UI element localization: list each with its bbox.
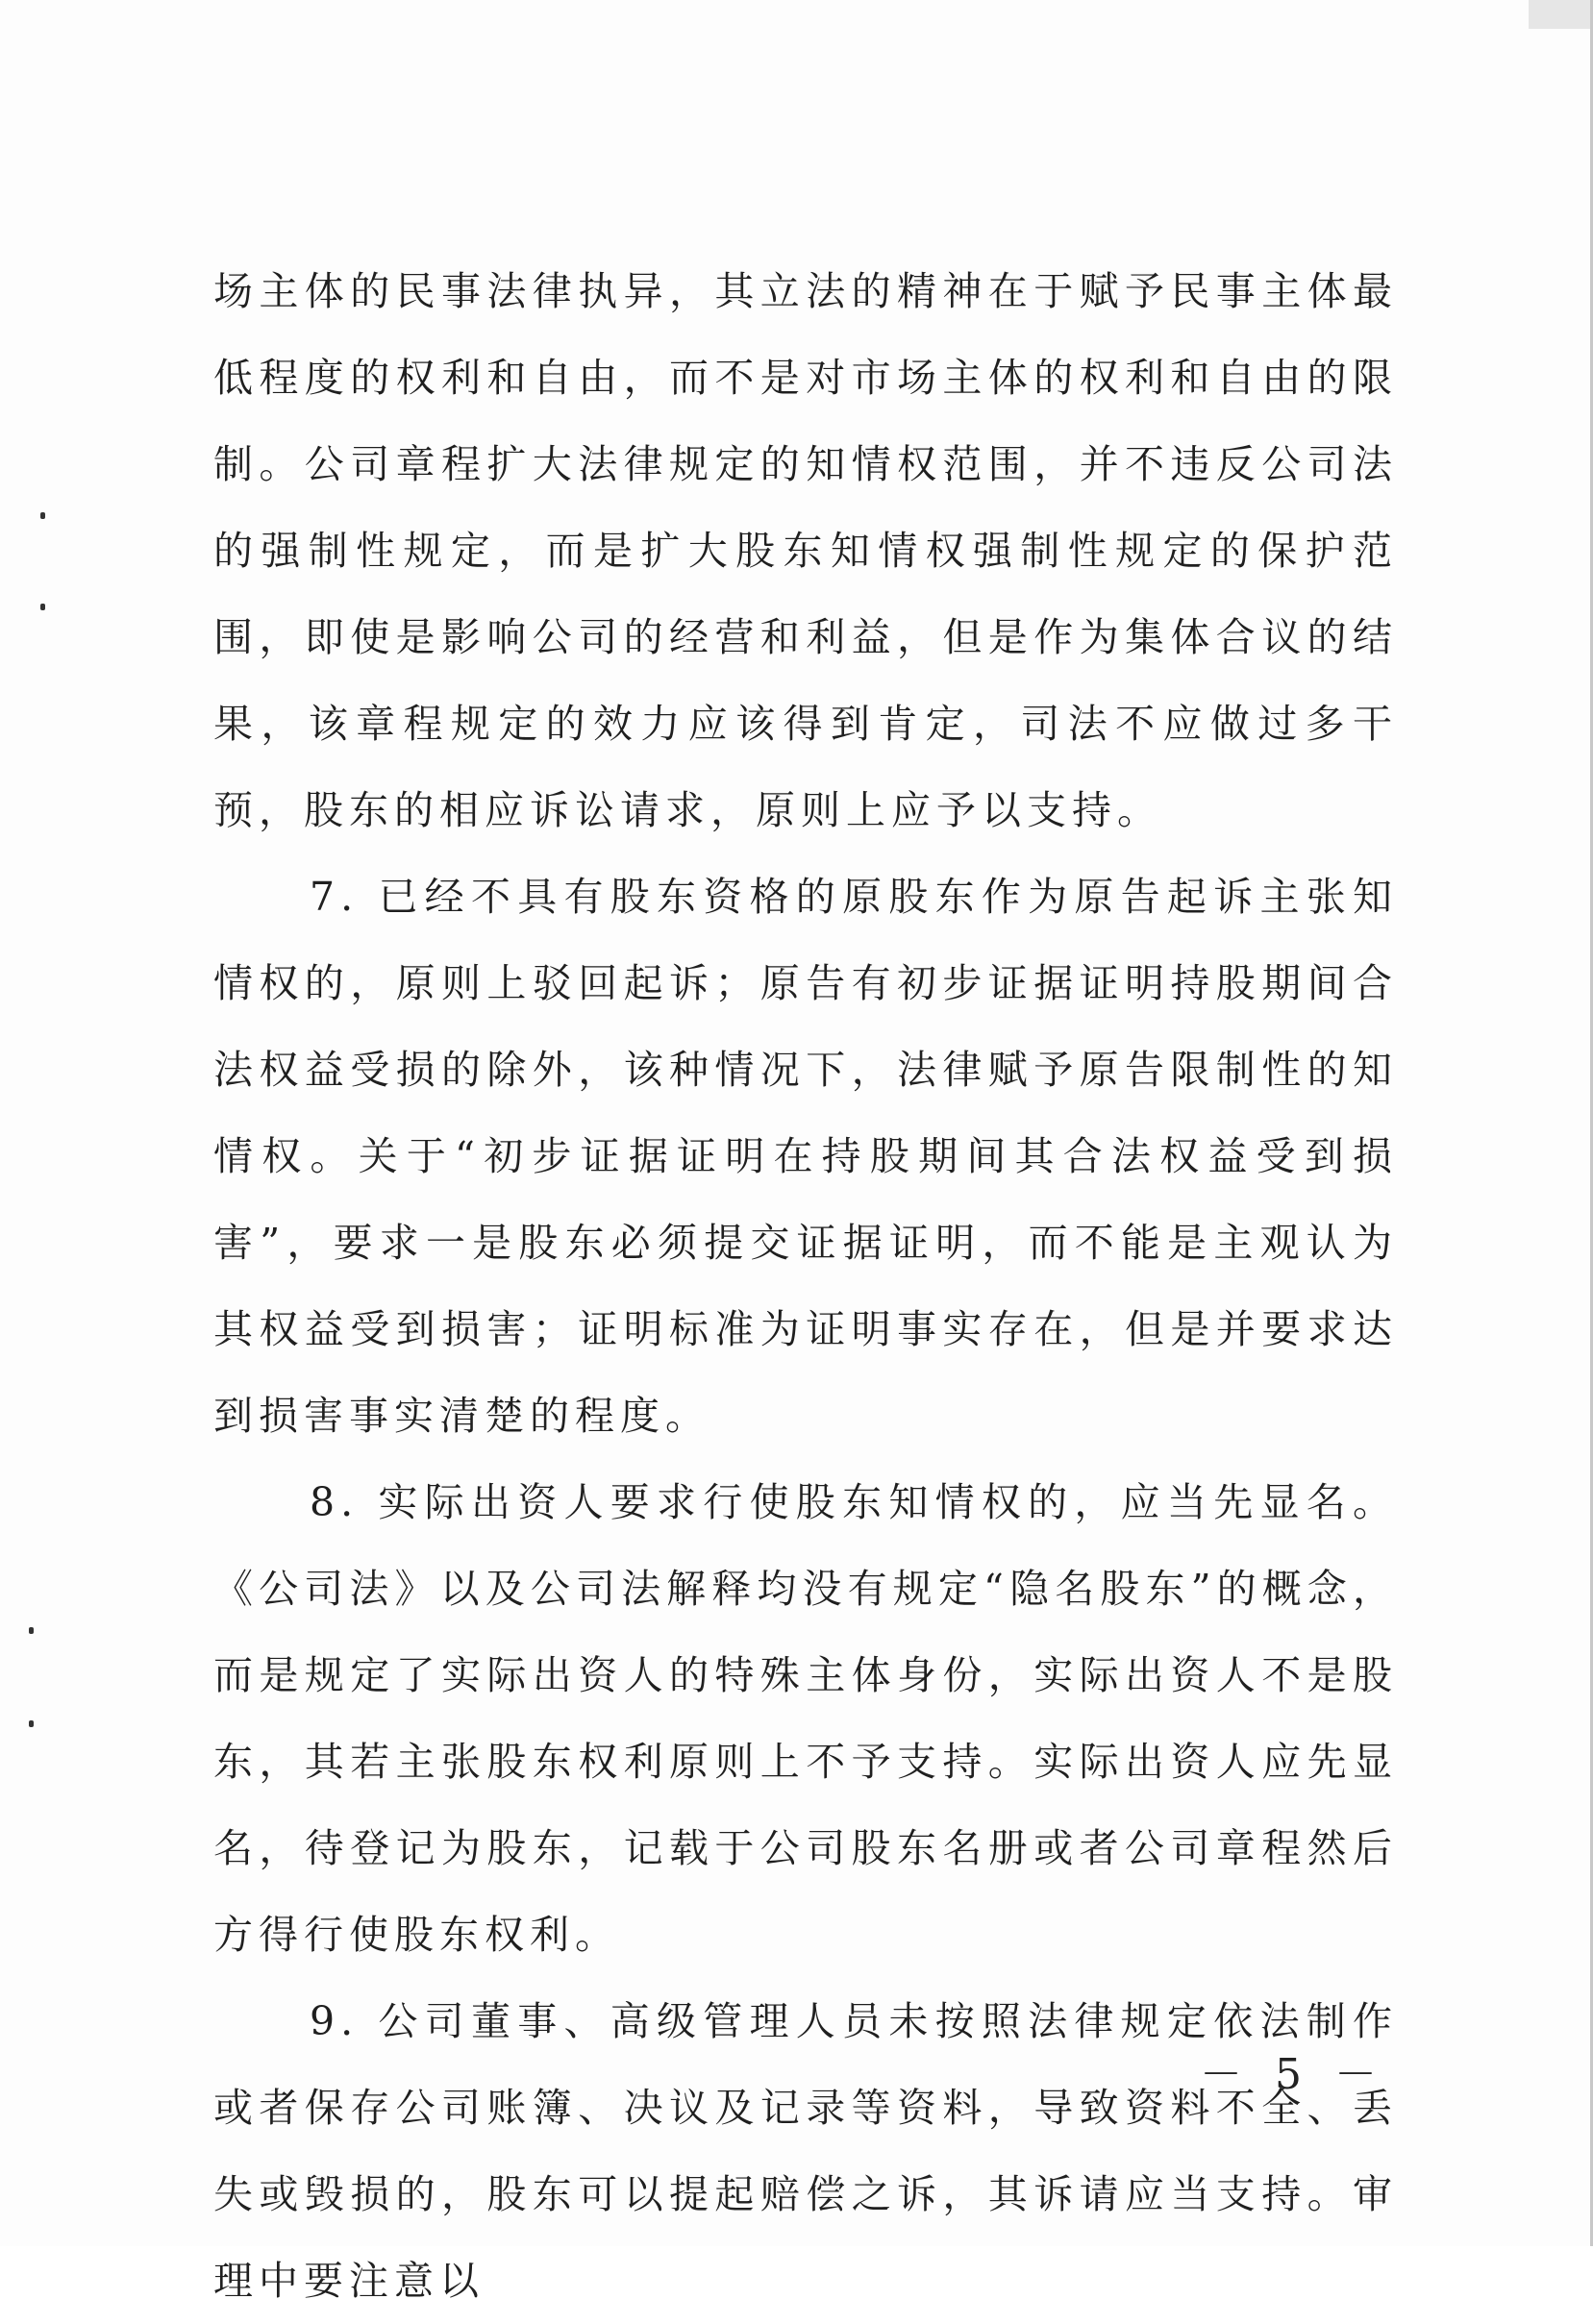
paragraph-item-8: 8. 实际出资人要求行使股东知情权的，应当先显名。《公司法》以及公司法解释均没有规定“隐名股东”的概念，而是规定了实际出资人的特殊主体身份，实际出资人不是股东，其若主张股东权利原则上不予支持。实际出资人应先显名，待登记为股东，记载于公司股东名册或者公司章程然后方得行使股东权利。 <box>213 1479 1398 1958</box>
body-text <box>213 248 1398 2324</box>
paragraph-continuation: 场主体的民事法律执异，其立法的精神在于赋予民事主体最低程度的权利和自由，而不是对市场主体的权利和自由的限制。公司章程扩大法律规定的知情权范围，并不违反公司法的强制性规定，而是扩大股东知情权强制性规定的保护范围，即使是影响公司的经营和利益，但是作为集体合议的结果，该章程规定的效力应该得到肯定，司法不应做过多干预，股东的相应诉讼请求，原则上应予以支持。 <box>213 268 1398 833</box>
scan-edge-top <box>1529 0 1593 29</box>
paragraph-item-9: 9. 公司董事、高级管理人员未按照法律规定依法制作或者保存公司账簿、决议及记录等资料，导致资料不全、丢失或毁损的，股东可以提起赔偿之诉，其诉请应当支持。审理中要注意以 <box>213 1998 1398 2304</box>
paragraph-item-7: 7. 已经不具有股东资格的原股东作为原告起诉主张知情权的，原则上驳回起诉；原告有初步证据证明持股期间合法权益受损的除外，该种情况下，法律赋予原告限制性的知情权。关于“初步证据证明在持股期间其合法权益受到损害”，要求一是股东必须提交证据证明，而不能是主观认为其权益受到损害；证明标准为证明事实存在，但是并要求达到损害事实清楚的程度。 <box>213 874 1398 1439</box>
binding-hole-mark <box>40 604 45 610</box>
binding-hole-mark <box>29 1627 34 1634</box>
binding-hole-mark <box>29 1720 34 1727</box>
page-number: － 5 － <box>1200 2050 1386 2099</box>
binding-hole-mark <box>40 512 45 519</box>
